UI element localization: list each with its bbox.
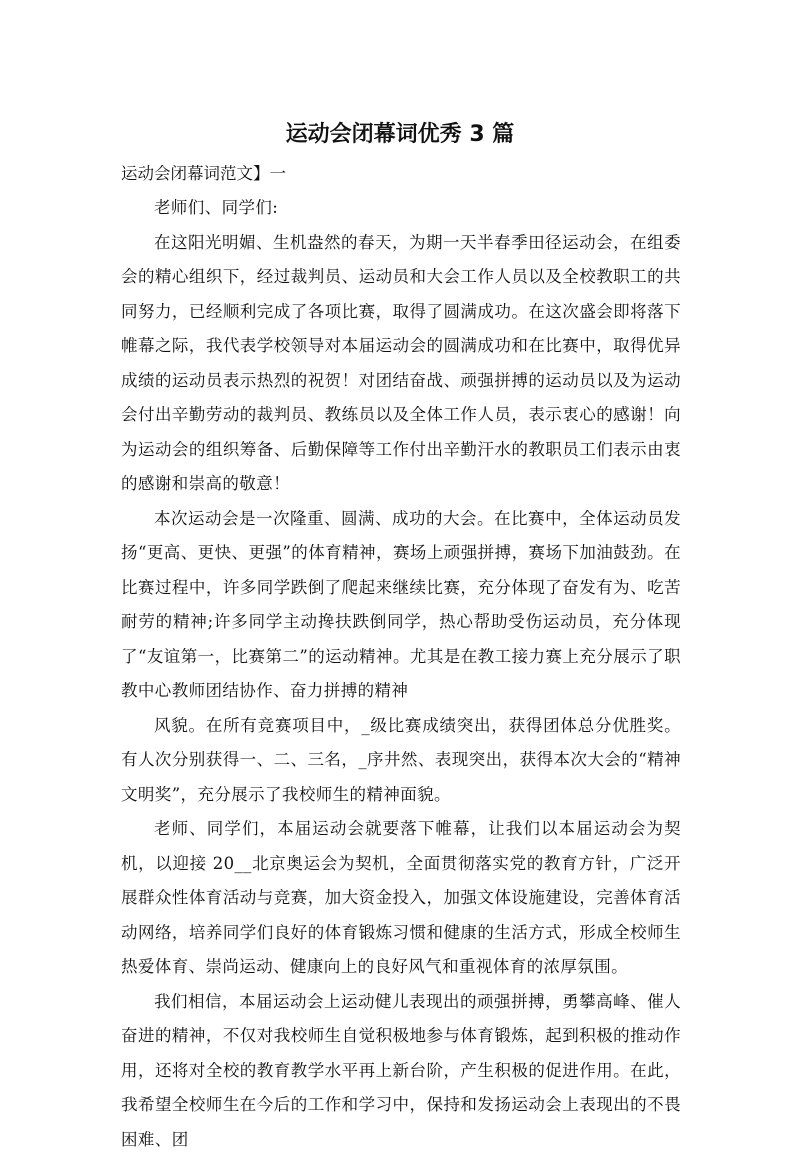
document-body <box>121 156 681 1157</box>
body-paragraph: 本次运动会是一次隆重、圆满、成功的大会。在比赛中，全体运动员发扬“更高、更快、更强”的体育精神，赛场上顽强拼搏，赛场下加油鼓劲。在比赛过程中，许多同学跌倒了爬起来继续比赛，充分体现了奋发有为、吃苦耐劳的精神;许多同学主动搀扶跌倒同学，热心帮助受伤运动员，充分体现了“友谊第一，比赛第二”的运动精神。尤其是在教工接力赛上充分展示了职教中心教师团结协作、奋力拼搏的精神 <box>121 502 681 709</box>
body-paragraph: 老师、同学们，本届运动会就要落下帷幕，让我们以本届运动会为契机，以迎接 20__北京奥运会为契机，全面贯彻落实党的教育方针，广泛开展群众性体育活动与竞赛，加大资金投入，加强文体设施建设，完善体育活动网络，培养同学们良好的体育锻炼习惯和健康的生活方式，形成全校师生热爱体育、崇尚运动、健康向上的良好风气和重视体育的浓厚氛围。 <box>121 812 681 985</box>
body-paragraph: 风貌。在所有竞赛项目中，_级比赛成绩突出，获得团体总分优胜奖。有人次分别获得一、二、三名，_序井然、表现突出，获得本次大会的“精神文明奖”，充分展示了我校师生的精神面貌。 <box>121 709 681 813</box>
body-paragraph: 在这阳光明媚、生机盎然的春天，为期一天半春季田径运动会，在组委会的精心组织下，经过裁判员、运动员和大会工作人员以及全校教职工的共同努力，已经顺利完成了各项比赛，取得了圆满成功。在这次盛会即将落下帷幕之际，我代表学校领导对本届运动会的圆满成功和在比赛中，取得优异成绩的运动员表示热烈的祝贺！对团结奋战、顽强拼搏的运动员以及为运动会付出辛勤劳动的裁判员、教练员以及全体工作人员，表示衷心的感谢！向为运动会的组织筹备、后勤保障等工作付出辛勤汗水的教职员工们表示由衷的感谢和崇高的敬意！ <box>121 226 681 502</box>
section-heading: 运动会闭幕词范文】一 <box>121 156 681 191</box>
document-title: 运动会闭幕词优秀 3 篇 <box>0 118 800 152</box>
body-paragraph: 我们相信，本届运动会上运动健儿表现出的顽强拼搏，勇攀高峰、催人奋进的精神，不仅对我校师生自觉积极地参与体育锻炼，起到积极的推动作用，还将对全校的教育教学水平再上新台阶，产生积极的促进作用。在此，我希望全校师生在今后的工作和学习中，保持和发扬运动会上表现出的不畏困难、团 <box>121 985 681 1157</box>
salutation-paragraph: 老师们、同学们: <box>121 191 681 226</box>
